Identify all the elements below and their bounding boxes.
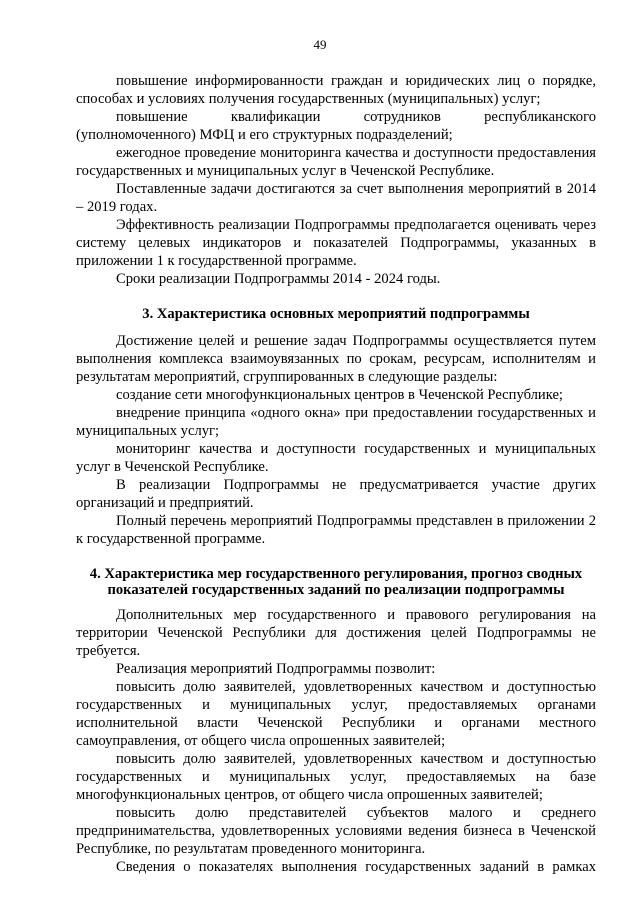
section-4-paragraph: Сведения о показателях выполнения государственных заданий в рамках (116, 859, 596, 875)
section-3-paragraph: создание сети многофункциональных центров в Чеченской Республике; (116, 387, 563, 403)
intro-paragraph: Сроки реализации Подпрограммы 2014 - 2024 годы. (116, 271, 441, 287)
page-content (76, 72, 596, 876)
section-3-paragraph: внедрение принципа «одного окна» при предоставлении государственных и муниципальных услуг; (76, 405, 596, 439)
section-4-heading (76, 566, 596, 598)
section-3-paragraph: мониторинг качества и доступности государственных и муниципальных услуг в Чеченской Республике. (76, 441, 596, 475)
section-4-heading-line-2: показателей государственных заданий по реализации подпрограммы (107, 582, 565, 598)
intro-paragraph: ежегодное проведение мониторинга качества и доступности предоставления государственных и муниципальных услуг в Чеченской Республике. (76, 145, 596, 179)
section-4-heading-line-1: 4. Характеристика мер государственного регулирования, прогноз сводных (89, 566, 583, 582)
section-4-paragraph: Дополнительных мер государственного и правового регулирования на территории Чеченской Республики для достижения целей Подпрограммы не требуется. (76, 607, 596, 659)
section-3-heading: 3. Характеристика основных мероприятий подпрограммы (142, 306, 530, 322)
section-4-paragraph: повысить долю заявителей, удовлетворенных качеством и доступностью государственных и муниципальных услуг, предоставляемых органами исполнительной власти Чеченской Республики и органами местного самоуправления, от общего числа опрошенных заявителей; (76, 679, 596, 749)
page-number: 49 (313, 37, 327, 52)
intro-paragraph: повышение квалификации сотрудников республиканского (уполномоченного) МФЦ и его структурных подразделений; (76, 109, 596, 143)
section-4-paragraph: Реализация мероприятий Подпрограммы позволит: (116, 661, 436, 677)
section-3-paragraph: Полный перечень мероприятий Подпрограммы представлен в приложении 2 к государственной программе. (76, 513, 596, 547)
section-3-paragraph: В реализации Подпрограммы не предусматривается участие других организаций и предприятий. (76, 477, 596, 511)
intro-paragraph: Эффективность реализации Подпрограммы предполагается оценивать через систему целевых индикаторов и показателей Подпрограммы, указанных в приложении 1 к государственной программе. (76, 217, 596, 269)
section-4-paragraph: повысить долю заявителей, удовлетворенных качеством и доступностью государственных и муниципальных услуг, предоставляемых на базе многофункциональных центров, от общего числа опрошенных заявителей; (76, 751, 596, 803)
intro-paragraph: Поставленные задачи достигаются за счет выполнения мероприятий в 2014 – 2019 годах. (76, 181, 596, 215)
section-4-paragraph: повысить долю представителей субъектов малого и среднего предпринимательства, удовлетворенных условиями ведения бизнеса в Чеченской Республике, по результатам проведенного мониторинга. (76, 805, 596, 857)
intro-paragraph: повышение информированности граждан и юридических лиц о порядке, способах и условиях получения государственных (муниципальных) услуг; (76, 73, 596, 107)
section-3-paragraph: Достижение целей и решение задач Подпрограммы осуществляется путем выполнения комплекса взаимоувязанных по срокам, ресурсам, исполнителям и результатам мероприятий, сгруппированных в следующие разделы: (76, 333, 596, 385)
